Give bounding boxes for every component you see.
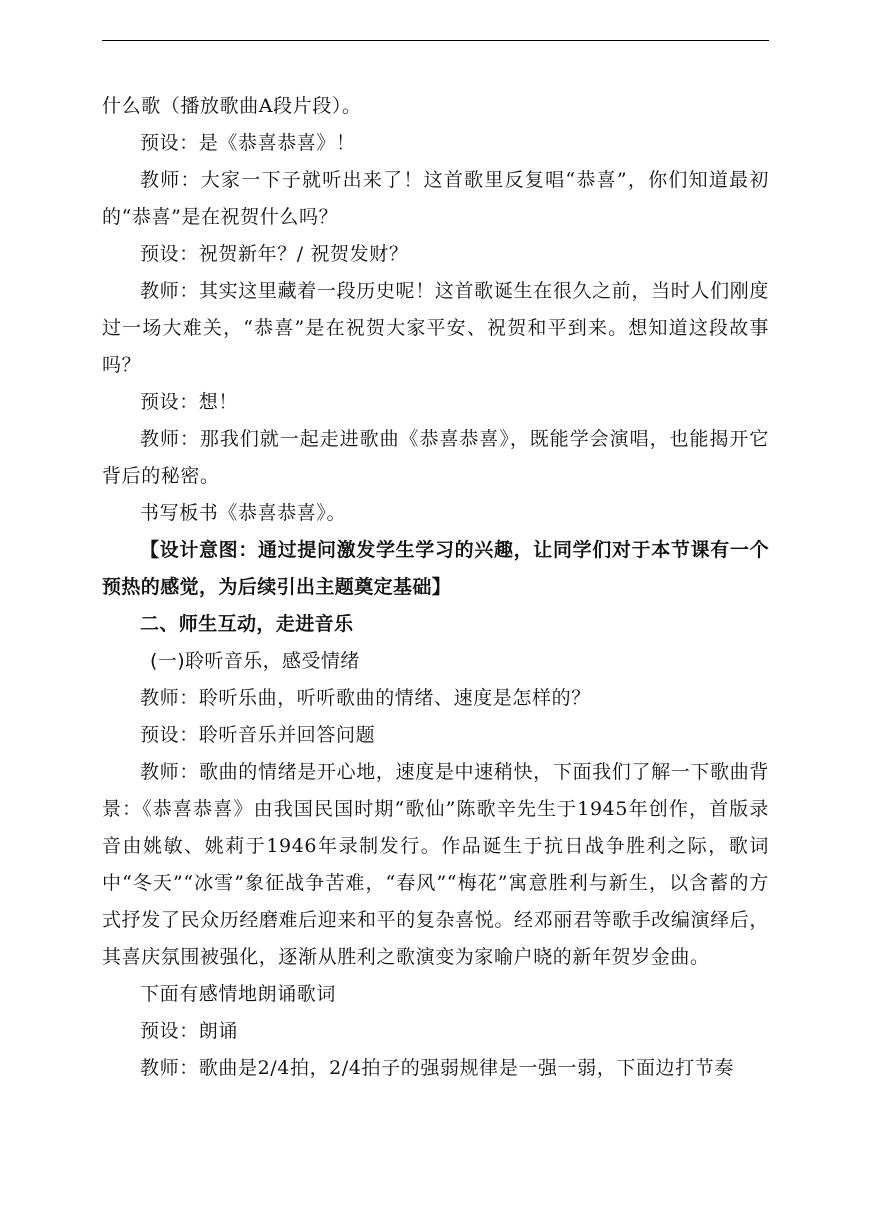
paragraph: 预设：想！ [140,391,239,413]
paragraph: 下面有感情地朗诵歌词 [140,983,337,1005]
paragraph: 教师：歌曲是2/4拍，2/4拍子的强弱规律是一强一弱，下面边打节奏 [140,1057,734,1079]
design-intent-note: 【设计意图：通过提问激发学生学习的兴趣，让同学们对于本节课有一个预热的感觉，为后续引出主题奠定基础】 [102,539,769,598]
paragraph: 预设：聆听音乐并回答问题 [140,724,376,746]
paragraph: 教师：大家一下子就听出来了！这首歌里反复唱“恭喜”，你们知道最初的“恭喜”是在祝贺什么吗？ [102,169,769,228]
header-rule [102,40,769,41]
paragraph: 什么歌（播放歌曲A段片段）。 [102,95,362,117]
section-heading: 二、师生互动，走进音乐 [140,613,354,635]
paragraph: 教师：歌曲的情绪是开心地，速度是中速稍快，下面我们了解一下歌曲背景：《恭喜恭喜》由我国民国时期“歌仙”陈歌辛先生于1945年创作，首版录音由姚敏、姚莉于1946年录制发行。作品诞生于抗日战争胜利之际，歌词中“冬天”“冰雪”象征战争苦难，“春风”“梅花”寓意胜利与新生，以含蓄的方式抒发了民众历经磨难后迎来和平的复杂喜悦。经邓丽君等歌手改编演绎后，其喜庆氛围被强化，逐渐从胜利之歌演变为家喻户晓的新年贺岁金曲。 [102,761,769,968]
paragraph: 预设：是《恭喜恭喜》！ [140,132,356,154]
document-body [102,88,769,1087]
paragraph: 教师：其实这里藏着一段历史呢！这首歌诞生在很久之前，当时人们刚度过一场大难关，“恭喜”是在祝贺大家平安、祝贺和平到来。想知道这段故事吗？ [102,280,769,376]
paragraph: 预设：祝贺新年？/ 祝贺发财？ [140,243,409,265]
paragraph: 预设：朗诵 [140,1020,239,1042]
paragraph: 教师：那我们就一起走进歌曲《恭喜恭喜》，既能学会演唱，也能揭开它背后的秘密。 [102,428,769,487]
paragraph: 教师：聆听乐曲，听听歌曲的情绪、速度是怎样的？ [140,687,591,709]
subsection-heading: (一)聆听音乐，感受情绪 [150,650,360,672]
paragraph: 书写板书《恭喜恭喜》。 [140,502,347,524]
